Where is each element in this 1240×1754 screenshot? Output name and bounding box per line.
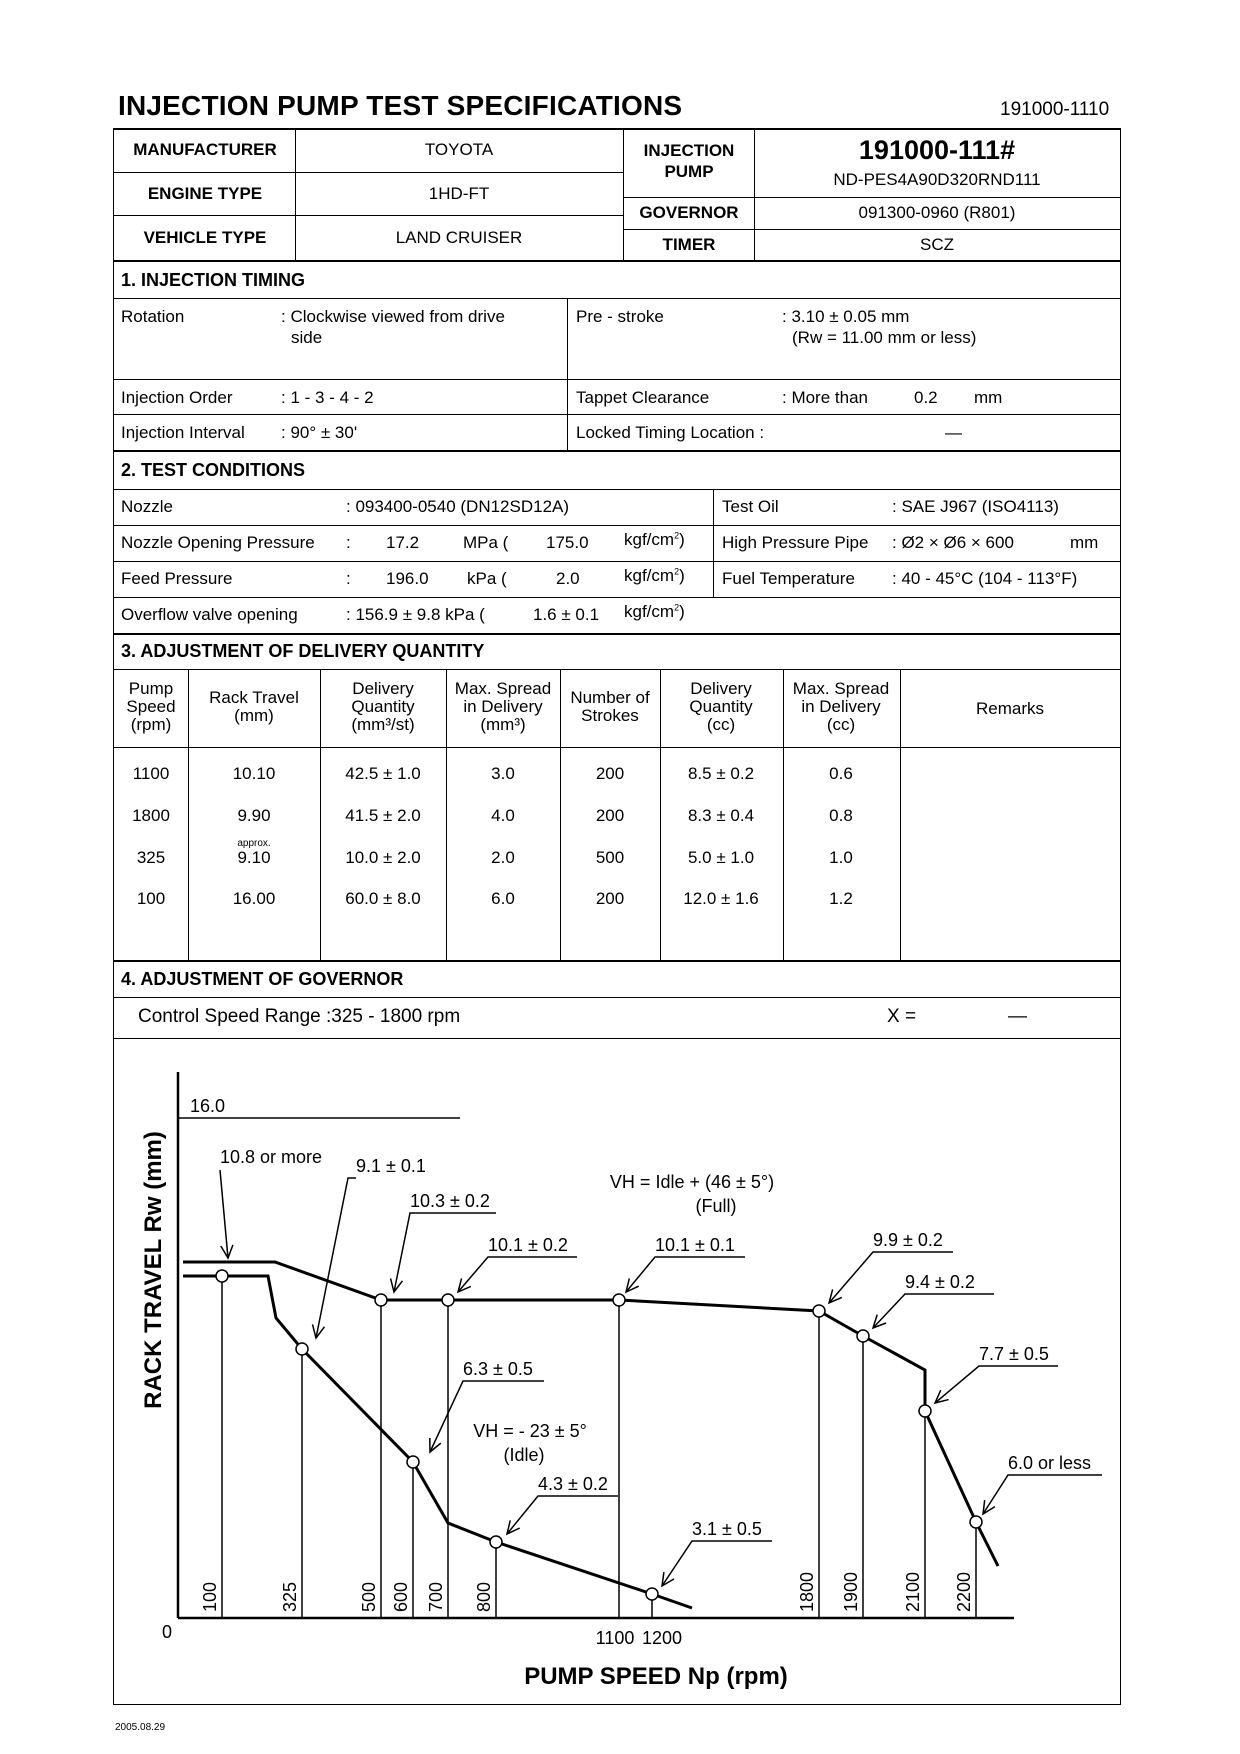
annotation-label: 10.1 ± 0.1 [655,1235,735,1255]
x-label: X = [887,1006,917,1027]
footer-date: 2005.08.29 [115,1722,166,1733]
annotation-label: 3.1 ± 0.5 [692,1519,762,1539]
locked-timing-value: — [945,423,962,442]
speed-tick-label: 1200 [641,1628,683,1648]
test-oil-value: : SAE J967 (ISO4113) [892,497,1059,516]
section-governor: 4. ADJUSTMENT OF GOVERNOR [121,969,404,989]
delivery-cell: 1100 [132,764,170,783]
delivery-cell: 500 [595,848,625,867]
prestroke-label: Pre - stroke [576,307,664,326]
section-test-conditions: 2. TEST CONDITIONS [121,460,306,480]
rotation-value: : Clockwise viewed from drive [281,307,505,326]
delivery-cell: 12.0 ± 1.6 [683,889,759,908]
data-point-marker [646,1588,658,1600]
data-point-marker [970,1516,982,1528]
origin-label: 0 [161,1622,172,1642]
delivery-cell: 8.5 ± 0.2 [687,764,755,783]
section-injection-timing: 1. INJECTION TIMING [121,270,306,290]
test-oil-label: Test Oil [722,497,779,516]
annotation-label: 9.1 ± 0.1 [356,1156,426,1176]
speed-tick-label: 2100 [903,1571,923,1612]
delivery-cell: 200 [595,764,625,783]
injection-pump-label: INJECTION [643,141,735,160]
prestroke-note: (Rw = 11.00 mm or less) [792,328,977,347]
annotation-label: 9.4 ± 0.2 [905,1272,975,1292]
delivery-cell: 325 [136,848,166,867]
speed-tick-label: 500 [359,1581,379,1612]
delivery-cell: 8.3 ± 0.4 [687,806,755,825]
delivery-cell: 10.0 ± 2.0 [345,848,421,867]
data-point-marker [375,1294,387,1306]
governor-label: GOVERNOR [639,203,739,222]
speed-tick-label: 600 [391,1581,411,1612]
injection-order-value: : 1 - 3 - 4 - 2 [281,388,374,407]
idle-curve-label: VH = - 23 ± 5° [473,1421,587,1441]
delivery-cell: 1800 [132,806,170,825]
speed-tick-label: 100 [200,1581,220,1612]
annotation-label: 7.7 ± 0.5 [979,1344,1049,1364]
control-speed-range: Control Speed Range :325 - 1800 rpm [138,1006,461,1027]
delivery-cell: 42.5 ± 1.0 [345,764,421,783]
feed-pressure-kgf: 2.0 [556,569,580,588]
feed-pressure-kgf-unit: kgf/$cm^2$) [624,566,685,585]
timer-label: TIMER [662,235,716,254]
leader-arrow [935,1366,1058,1403]
annotation-label: 9.9 ± 0.2 [873,1230,943,1250]
fuel-temperature-value: : 40 - 45°C (104 - 113°F) [892,569,1078,588]
annotation-label: 6.3 ± 0.5 [463,1359,533,1379]
overflow-valve-kgf-unit: kgf/$cm^2$) [624,602,685,621]
nozzle-opening-pressure-kgf-unit: kgf/$cm^2$) [624,530,685,549]
delivery-header-line: Delivery [352,679,414,698]
timer-value: SCZ [920,235,954,254]
delivery-cell: 1.0 [829,848,853,867]
full-curve-label: VH = Idle + (46 ± 5°) [609,1172,775,1192]
delivery-header-line: (cc) [706,715,736,734]
y-axis-title: RACK TRAVEL Rw (mm) [140,1131,167,1409]
delivery-header-line: (mm³) [480,715,526,734]
leader-arrow [662,1541,772,1586]
nozzle-opening-pressure-label: Nozzle Opening Pressure [121,533,315,552]
delivery-header-line: in Delivery [801,697,881,716]
delivery-header-line: Pump [128,679,174,698]
nozzle-value: : 093400-0540 (DN12SD12A) [346,497,570,516]
delivery-header-line: (mm) [234,706,274,725]
leader-arrow [430,1381,544,1452]
delivery-cell: 0.8 [829,806,853,825]
delivery-cell: 4.0 [491,806,515,825]
x-value: — [1008,1006,1027,1027]
fuel-temperature-label: Fuel Temperature [722,569,855,588]
feed-pressure-kpa-unit: kPa ( [467,569,507,588]
delivery-cell: 41.5 ± 2.0 [345,806,421,825]
delivery-header-line: in Delivery [463,697,543,716]
overflow-valve-kgf: 1.6 ± 0.1 [533,605,600,624]
feed-pressure-kpa: 196.0 [386,569,429,588]
high-pressure-pipe-value: : Ø2 × Ø6 × 600 [892,533,1014,552]
delivery-cell: 0.6 [829,764,853,783]
idle-curve-label: (Idle) [503,1445,545,1465]
delivery-cell: 100 [136,889,166,908]
injection-interval-label: Injection Interval [121,423,245,442]
injection-pump-number: 191000-111# [858,135,1016,165]
manufacturer-value: TOYOTA [424,140,494,159]
document-number: 191000-1110 [1000,99,1110,120]
delivery-header-line: Speed [126,697,176,716]
injection-pump-model: ND-PES4A90D320RND111 [833,170,1041,189]
delivery-header-line: Rack Travel [209,688,299,707]
rotation-value-2: side [291,328,323,347]
governor-value: 091300-0960 (R801) [858,203,1016,222]
feed-pressure-colon: : [346,569,351,588]
injection-pump-label-2: PUMP [664,162,714,181]
rotation-label: Rotation [121,307,185,326]
data-point-marker [919,1405,931,1417]
data-point-marker [613,1294,625,1306]
leader-arrow [394,1213,496,1292]
tappet-unit: mm [974,388,1003,407]
delivery-header-line: (mm³/st) [351,715,415,734]
x-axis-title: PUMP SPEED Np (rpm) [524,1663,788,1690]
manufacturer-label: MANUFACTURER [133,140,277,159]
data-point-marker [442,1294,454,1306]
idle-curve [183,1276,692,1608]
annotation-label: 10.3 ± 0.2 [410,1191,490,1211]
delivery-cell: 9.10 [237,848,271,867]
delivery-cell: 6.0 [491,889,515,908]
delivery-header-line: Quantity [351,697,415,716]
vehicle-type-value: LAND CRUISER [395,228,523,247]
delivery-cell: 1.2 [829,889,853,908]
data-point-marker [813,1305,825,1317]
nozzle-label: Nozzle [121,497,173,516]
leader-arrow [983,1475,1102,1514]
data-point-marker [857,1330,869,1342]
nozzle-opening-pressure-kgf: 175.0 [546,533,589,552]
page-title: INJECTION PUMP TEST SPECIFICATIONS [118,90,683,121]
data-point-marker [296,1343,308,1355]
tappet-label: Tappet Clearance [576,388,710,407]
delivery-header-line: Delivery [690,679,752,698]
delivery-header-line: Max. Spread [792,679,890,698]
delivery-header-line: Number of [570,688,650,707]
overflow-valve-value: : 156.9 ± 9.8 kPa ( [346,605,485,624]
speed-tick-label: 1800 [797,1571,817,1612]
delivery-header-line: Strokes [581,706,639,725]
tappet-prefix: : More than [782,388,868,407]
delivery-header-line: Remarks [975,699,1045,718]
annotation-label: 10.8 or more [220,1147,323,1167]
y-max-label: 16.0 [190,1096,226,1116]
prestroke-value: : 3.10 ± 0.05 mm [782,307,910,326]
annotation-label: 10.1 ± 0.2 [488,1235,568,1255]
vehicle-type-label: VEHICLE TYPE [143,228,267,247]
speed-tick-label: 1100 [595,1628,635,1648]
delivery-header-line: (cc) [826,715,856,734]
delivery-cell: 200 [595,889,625,908]
feed-pressure-label: Feed Pressure [121,569,233,588]
tappet-value: 0.2 [914,388,938,407]
speed-tick-label: 1900 [841,1571,861,1612]
nozzle-opening-pressure-colon: : [346,533,351,552]
section-delivery-quantity: 3. ADJUSTMENT OF DELIVERY QUANTITY [121,641,485,661]
speed-tick-label: 800 [474,1581,494,1612]
annotation-label: 4.3 ± 0.2 [538,1474,608,1494]
engine-type-label: ENGINE TYPE [147,184,263,203]
data-point-marker [407,1456,419,1468]
injection-interval-value: : 90° ± 30' [281,423,358,442]
leader-arrow [507,1496,618,1534]
delivery-header-line: Max. Spread [454,679,552,698]
delivery-header-line: Quantity [689,697,753,716]
speed-tick-label: 325 [280,1581,300,1612]
leader-arrow [873,1294,994,1328]
data-point-marker [490,1536,502,1548]
leader-arrow [316,1178,356,1338]
high-pressure-pipe-label: High Pressure Pipe [722,533,869,552]
high-pressure-pipe-unit: mm [1070,533,1099,552]
full-curve-label: (Full) [695,1196,737,1216]
data-point-marker [216,1270,228,1282]
injection-order-label: Injection Order [121,388,233,407]
leader-arrow [626,1257,745,1292]
locked-timing-label: Locked Timing Location : [576,423,765,442]
delivery-cell: 9.90 [237,806,271,825]
engine-type-value: 1HD-FT [428,184,490,203]
delivery-header-line: (rpm) [130,715,172,734]
delivery-cell: 16.00 [232,889,276,908]
leader-arrow [458,1257,577,1292]
full-curve [183,1262,998,1566]
delivery-cell: 200 [595,806,625,825]
speed-tick-label: 700 [426,1581,446,1612]
delivery-cell: 60.0 ± 8.0 [345,889,421,908]
delivery-cell: 2.0 [491,848,515,867]
delivery-cell: 10.10 [232,764,276,783]
nozzle-opening-pressure-mpa: 17.2 [386,533,420,552]
annotation-label: 6.0 or less [1008,1453,1092,1473]
nozzle-opening-pressure-mpa-unit: MPa ( [463,533,509,552]
leader-arrow [220,1170,228,1258]
delivery-cell: 3.0 [491,764,515,783]
overflow-valve-label: Overflow valve opening [121,605,298,624]
speed-tick-label: 2200 [954,1571,974,1612]
approx-note: approx. [237,838,271,849]
delivery-cell: 5.0 ± 1.0 [687,848,755,867]
